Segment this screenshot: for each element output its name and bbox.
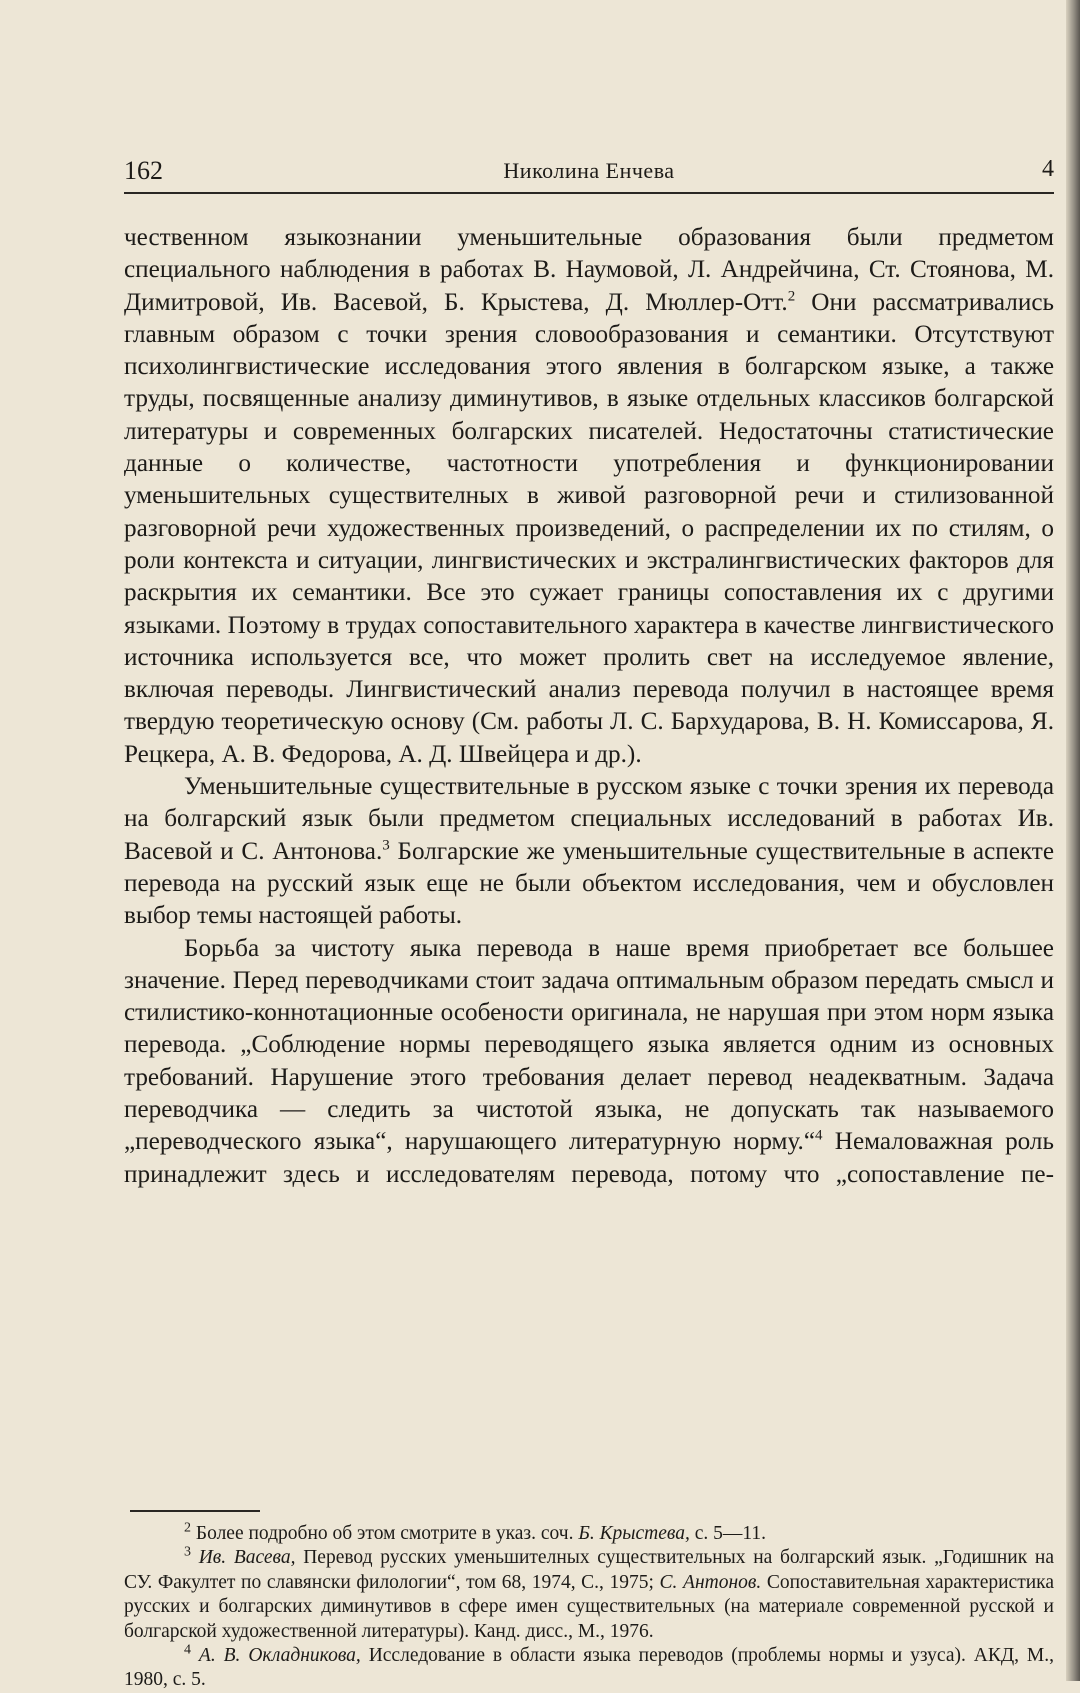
page-number: 162: [124, 156, 163, 185]
footnote: $^3$ Ив. Васева, Перевод русских уменьшителных существительных на болгарский язык. „Годишник на СУ. Факултет по славянски филологии“, том 68, 1974, С., 1975; С. Антонов. Сопоставительная характеристика русских и болгарских диминутивов в сфере имен существительных (на материале современной русской и болгарской художественной литературы). Канд. дисс., М., 1976.: [124, 1544, 1054, 1642]
footnote: $^4$ А. В. Окладникова, Исследование в области языка переводов (проблемы нормы и узуса). АКД, М., 1980, с. 5.: [124, 1642, 1055, 1691]
page-edge-shadow: [1066, 0, 1080, 1681]
footnotes: [124, 1522, 1054, 1693]
footnote-ref: 3: [382, 837, 390, 854]
running-header: [124, 156, 1054, 192]
paragraph: чественном языкознании уменьшительные образования были предметом специального наблюдения в работах В. Наумовой, Л. Андрейчина, Ст. Стоянова, М. Димитровой, Ив. Васевой, Б. Крыстева, Д. Мюллер-Отт.$^2$ Они рассматривались главным образом с точки зрения словообразования и семантики. Отсутствуют психолингвистические исследования этого явления в болгарском языке, а также труды, посвященные анализу диминутивов, в языке отдельных классиков болгарской литературы и современных болгарских писателей. Недостаточны статистические данные о количестве, частотности употребления и функционировании уменьшительных существителных в живой разговорной речи и стилизованной разговорной речи художественных произведений, о распределении их по стилям, о роли контекста и ситуации, лингвистических и экстралингвистических факторов для раскрытия их семантики. Все это сужает границы сопоставления их с другими языками. Поэтому в трудах сопоставительного характера в качестве лингвистического источника используется все, что может пролить свет на исследуемое явление, включая переводы. Лингвистический анализ перевода получил в настоящее время твердую теоретическую основу (См. работы Л. С. Бархударова, В. Н. Комиссарова, Я. Рецкера, А. В. Федорова, А. Д. Швейцера и др.).: [124, 224, 1054, 768]
footnote-ref: 4: [815, 1127, 823, 1144]
footnote: $^2$ Более подробно об этом смотрите в указ. соч. Б. Крыстева, с. 5—11.: [184, 1520, 767, 1544]
footnote-rule: [130, 1510, 260, 1512]
running-author: Николина Енчева: [503, 158, 675, 183]
paragraph: Уменьшительные существительные в русском языке с точки зрения их перевода на болгарский язык были предметом специальных исследований в работах Ив. Васевой и С. Антонова.$^3$ Болгарские же уменьшительные существительные в аспекте перевода на русский язык еще не были объектом исследования, чем и обусловлен выбор темы настоящей работы.: [124, 773, 1054, 930]
main-text: [124, 222, 1054, 1191]
header-rule: [124, 192, 1054, 194]
section-number: 4: [1042, 156, 1054, 182]
footnote-ref: 2: [787, 288, 796, 305]
paragraph: Борьба за чистоту яыка перевода в наше время приобретает все большее значение. Перед переводчиками стоит задача оптимальным образом передать смысл и стилистико-коннотационные особености оригинала, не нарушая при этом норм языка перевода. „Соблюдение нормы переводящего языка является одним из основных требований. Нарушение этого требования делает перевод неадекватным. Задача переводчика — следить за чистотой языка, не допускать так называемого „переводческого языка“, нарушающего литературную норму.“$^4$ Немаловажная роль принадлежит здесь и исследователям перевода, потому что „сопоставление пе-: [124, 934, 1054, 1188]
